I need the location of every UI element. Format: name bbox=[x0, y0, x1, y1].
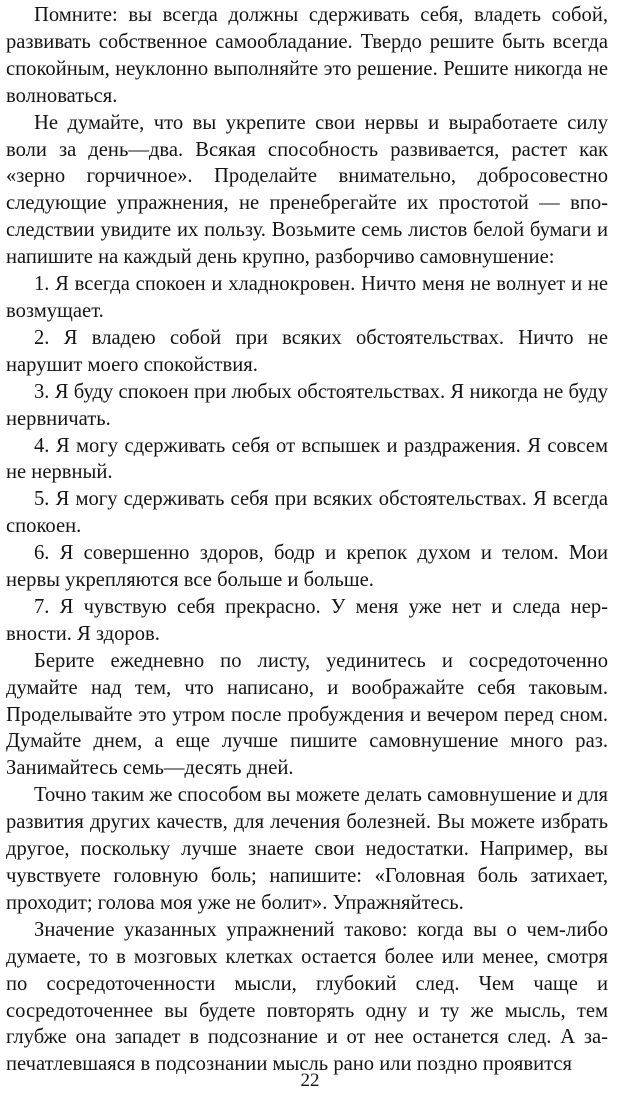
paragraph-exercises-intro: Не думайте, что вы укрепите свои нервы и выработаете силу воли за день—два. Всякая способность развивается, растет как «зерно горчичное». Проделайте внимательно, добросовестно следующие упражнения, не пренебрегайте их простотой — впоследствии увидите их пользу. Возьмите семь листов белой бумаги и напишите на каждый день крупно, разборчиво самовнушение: bbox=[6, 111, 608, 269]
paragraph-meaning: Значение указанных упражнений таково: когда вы о чем-либо думаете, то в мозговых клетках остается более или менее, смотря по сосредоточенности мысли, глубокий след. Чем чаще и сосредоточеннее вы будете повторять одну и ту же мысль, тем глубже она западет в подсознание и от нее останется след. А запечатлевшаяся в подсознании мысль рано или поздно проявится bbox=[6, 918, 608, 1076]
page-number: 22 bbox=[300, 1070, 320, 1091]
list-item-4: 4. Я могу сдерживать себя от вспышек и раздражения. Я совсем не нервный. bbox=[6, 434, 608, 484]
list-item-7: 7. Я чувствую себя прекрасно. У меня уже нет и следа нервности. Я здоров. bbox=[6, 595, 608, 645]
list-item-6: 6. Я совершенно здоров, бодр и крепок духом и телом. Мои нервы укрепляются все больше и больше. bbox=[6, 542, 608, 592]
list-item-3: 3. Я буду спокоен при любых обстоятельствах. Я никогда не буду нервничать. bbox=[6, 380, 608, 430]
list-item-1: 1. Я всегда спокоен и хладнокровен. Ничто меня не волнует и не возмущает. bbox=[6, 273, 608, 322]
paragraph-self-control: Помните: вы всегда должны сдерживать себя, владеть собой, развивать собственное самообладание. Твердо решите быть всегда спокойным, неуклонно выполняйте это решение. Решите никогда не волноваться. bbox=[6, 4, 608, 107]
list-item-2: 2. Я владею собой при всяких обстоятельствах. Ничто не нарушит моего спокойствия. bbox=[6, 326, 608, 376]
paragraph-other-qualities: Точно таким же способом вы можете делать самовнушение и для развития других качеств, для лечения болезней. Вы можете избрать другое, поскольку лучше знаете свои недостатки. Например, вы чувствуете головную боль; напишите: «Головная боль затихает, проходит; голова моя уже не болит». Упражняйтесь. bbox=[6, 784, 608, 914]
paragraph-daily-practice: Берите ежедневно по листу, уединитесь и сосредоточенно думайте над тем, что написано, и воображайте себя таковым. Проделывайте это утром после пробуждения и вечером перед сном. Думайте днем, а еще лучше пишите самовнушение много раз. Занимайтесь семь—десять дней. bbox=[6, 649, 608, 780]
body-text bbox=[6, 2, 608, 1078]
list-item-5: 5. Я могу сдерживать себя при всяких обстоятельствах. Я всегда спокоен. bbox=[6, 488, 608, 538]
